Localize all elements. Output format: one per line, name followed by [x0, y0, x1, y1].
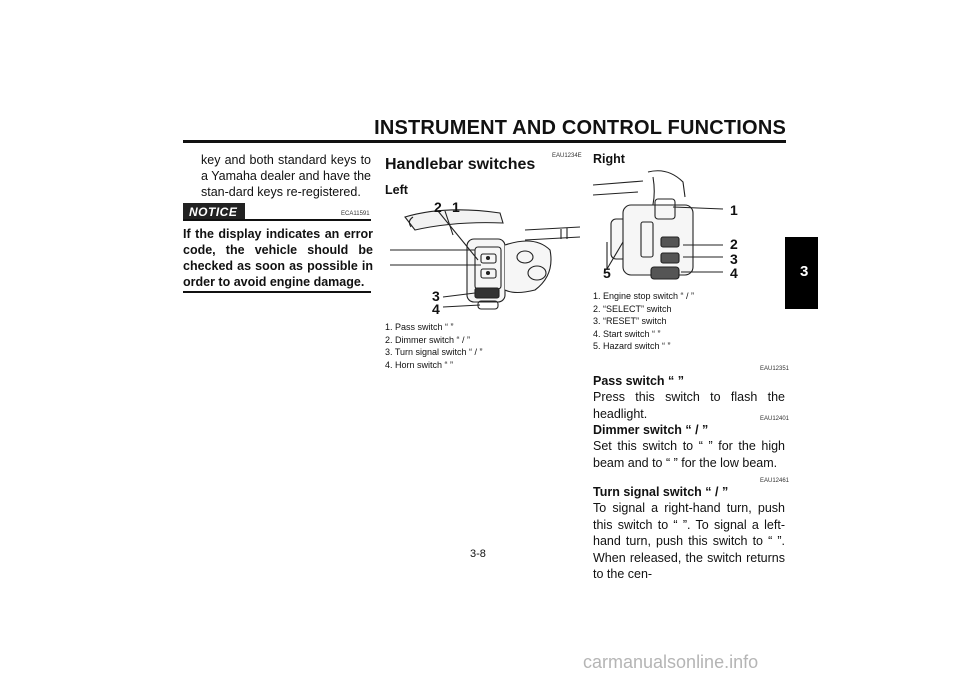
- notice-top-rule: [183, 219, 371, 221]
- right-figure-captions: [593, 290, 694, 353]
- pass-switch-title: Pass switch “ ”: [593, 374, 685, 388]
- left-callout-1: 1: [452, 199, 460, 215]
- caption-line: 2. Dimmer switch “ / ”: [385, 334, 471, 345]
- section-code-pass: EAU12351: [760, 366, 790, 372]
- notice-bottom-rule: [183, 291, 371, 293]
- caption-line: 1. Pass switch “ ”: [385, 322, 454, 332]
- left-handlebar-figure: [385, 195, 580, 315]
- caption-line: 4. Horn switch “ ”: [385, 359, 454, 370]
- caption-line: 2. “SELECT” switch: [593, 303, 672, 314]
- caption-line: 1. Engine stop switch “ / ”: [593, 291, 695, 301]
- intro-paragraph: key and both standard keys to a Yamaha dealer and have the stan-dard keys re-registered.: [201, 153, 371, 199]
- notice-badge: NOTICE: [183, 203, 245, 220]
- dimmer-switch-title: Dimmer switch “ / ”: [593, 423, 709, 437]
- chapter-tab-label: 3: [800, 263, 809, 280]
- right-callout-3: 3: [730, 251, 738, 267]
- caption-line: 5. Hazard switch “ ”: [593, 341, 671, 351]
- turn-signal-title: Turn signal switch “ / ”: [593, 485, 729, 499]
- caption-line: 4. Start switch “ ”: [593, 328, 661, 339]
- left-callout-4: 4: [432, 301, 440, 317]
- notice-text: If the display indicates an error code, the vehicle should be checked as soon as possible in order to avoid engine damage.: [183, 227, 373, 289]
- caption-line: 3. “RESET” switch: [593, 316, 667, 326]
- notice-code: ECA11591: [341, 211, 370, 217]
- right-callout-4: 4: [730, 265, 738, 281]
- pass-switch-body: Press this switch to flash the headlight.: [593, 390, 785, 421]
- section-code-dimmer: EAU12401: [760, 416, 790, 422]
- handlebar-switches-heading: Handlebar switches: [385, 156, 536, 173]
- page-header-title: INSTRUMENT AND CONTROL FUNCTIONS: [374, 117, 786, 139]
- section-code-turn: EAU12461: [760, 478, 790, 484]
- section-code-handlebar: EAU1234E: [552, 153, 582, 159]
- left-callout-3: 3: [432, 288, 440, 304]
- left-heading: Left: [385, 183, 408, 197]
- right-handlebar-figure: [593, 167, 788, 285]
- dimmer-switch-body: Set this switch to “ ” for the high beam and to “ ” for the low beam.: [593, 439, 785, 470]
- page-number: 3-8: [470, 548, 486, 560]
- header-rule: [183, 140, 786, 143]
- left-callout-2: 2: [434, 199, 442, 215]
- right-callout-2: 2: [730, 236, 738, 252]
- turn-signal-body: To signal a right-hand turn, push this switch to “ ”. To signal a left-hand turn, push this switch to “ ”. When released, the switch returns to the cen-: [593, 501, 785, 581]
- right-callout-5: 5: [603, 265, 611, 281]
- watermark: carmanualsonline.info: [583, 652, 759, 672]
- left-figure-captions: [385, 321, 483, 371]
- right-heading: Right: [593, 152, 625, 166]
- caption-line: 3. Turn signal switch “ / ”: [385, 347, 483, 357]
- right-callout-1: 1: [730, 202, 738, 218]
